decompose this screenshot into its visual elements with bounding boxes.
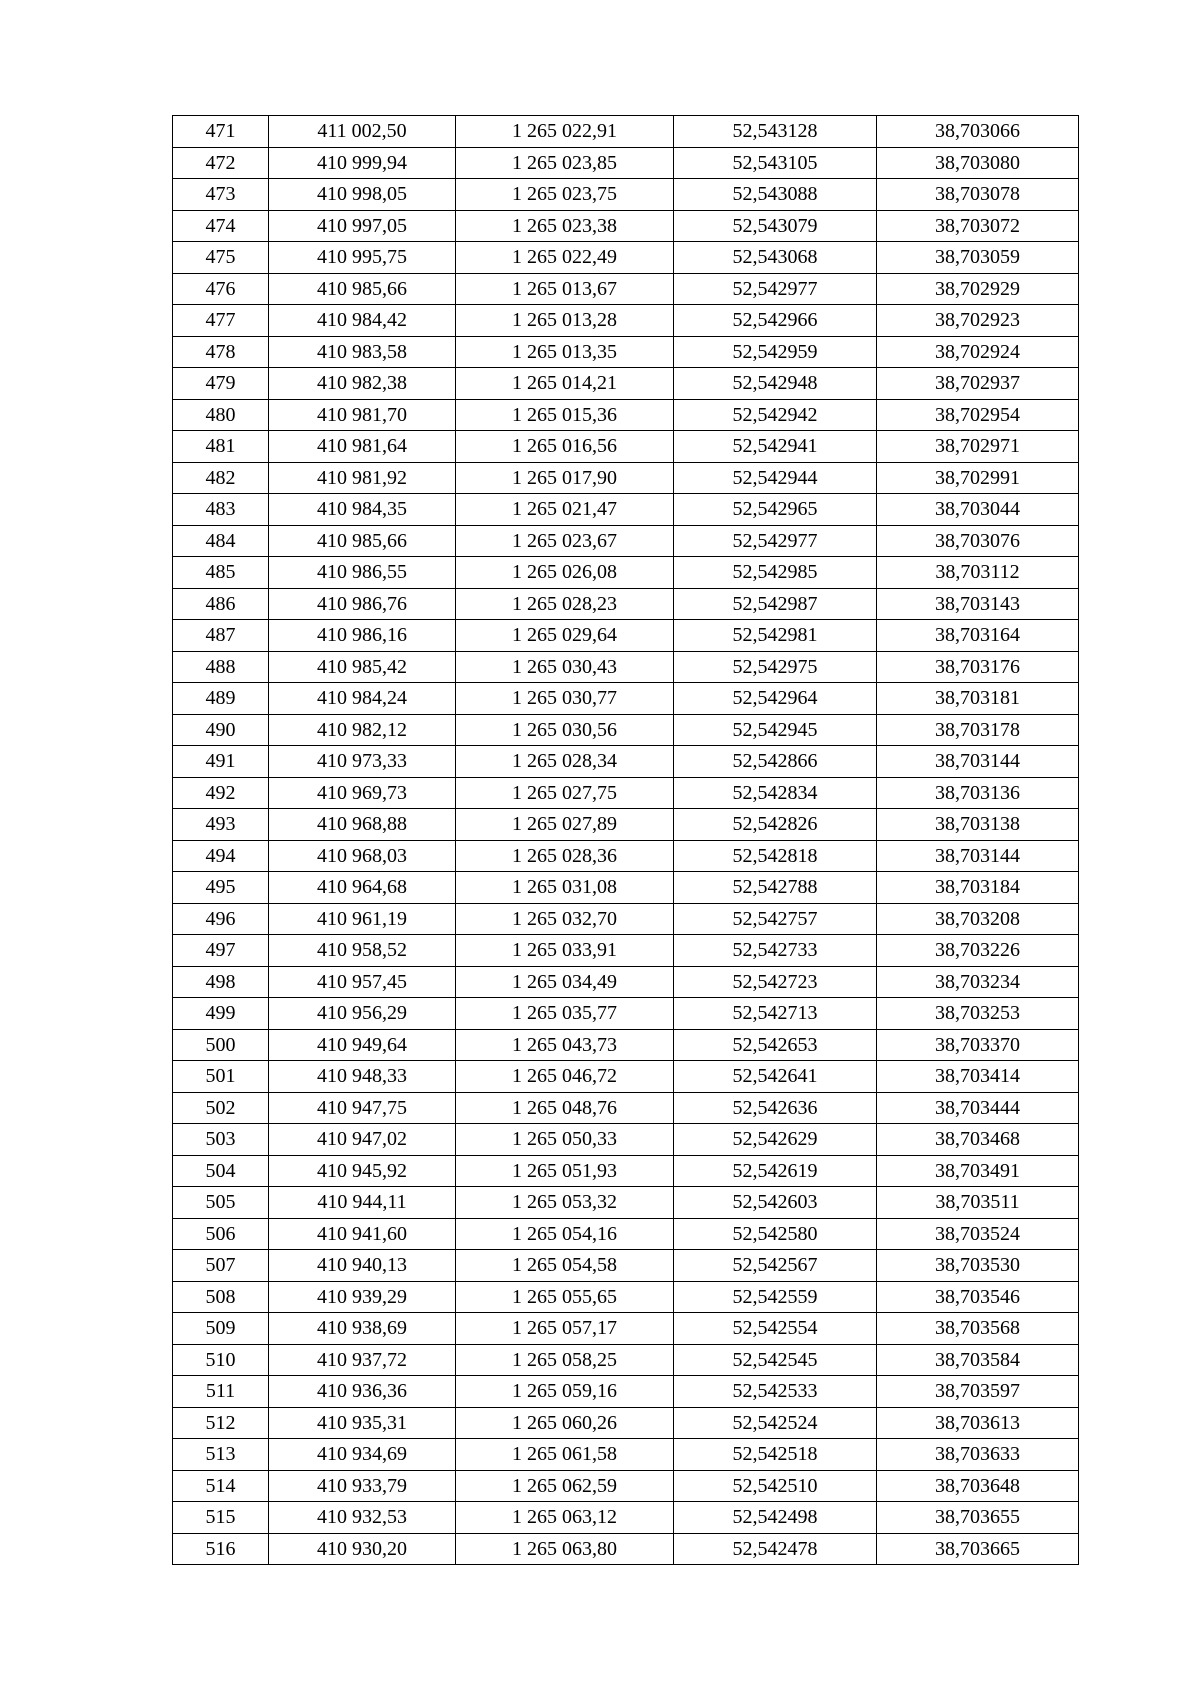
- table-row: [173, 903, 1079, 935]
- y-coordinate-cell: 1 265 034,49: [456, 966, 674, 998]
- x-coordinate-cell: 410 981,92: [269, 462, 456, 494]
- point-number-cell: 477: [173, 305, 269, 337]
- x-coordinate-cell: 410 956,29: [269, 998, 456, 1030]
- y-coordinate-cell: 1 265 029,64: [456, 620, 674, 652]
- latitude-cell: 52,542942: [674, 399, 877, 431]
- latitude-cell: 52,542944: [674, 462, 877, 494]
- table-row: [173, 1439, 1079, 1471]
- x-coordinate-cell: 410 945,92: [269, 1155, 456, 1187]
- longitude-cell: 38,703076: [877, 525, 1079, 557]
- y-coordinate-cell: 1 265 053,32: [456, 1187, 674, 1219]
- y-coordinate-cell: 1 265 046,72: [456, 1061, 674, 1093]
- latitude-cell: 52,542723: [674, 966, 877, 998]
- x-coordinate-cell: 410 937,72: [269, 1344, 456, 1376]
- x-coordinate-cell: 410 981,70: [269, 399, 456, 431]
- point-number-cell: 486: [173, 588, 269, 620]
- x-coordinate-cell: 410 984,24: [269, 683, 456, 715]
- table-row: [173, 557, 1079, 589]
- table-row: [173, 305, 1079, 337]
- latitude-cell: 52,542619: [674, 1155, 877, 1187]
- y-coordinate-cell: 1 265 043,73: [456, 1029, 674, 1061]
- longitude-cell: 38,703665: [877, 1533, 1079, 1565]
- y-coordinate-cell: 1 265 051,93: [456, 1155, 674, 1187]
- table-row: [173, 210, 1079, 242]
- point-number-cell: 483: [173, 494, 269, 526]
- point-number-cell: 478: [173, 336, 269, 368]
- y-coordinate-cell: 1 265 030,77: [456, 683, 674, 715]
- longitude-cell: 38,703178: [877, 714, 1079, 746]
- y-coordinate-cell: 1 265 016,56: [456, 431, 674, 463]
- table-row: [173, 935, 1079, 967]
- point-number-cell: 471: [173, 116, 269, 148]
- table-row: [173, 1029, 1079, 1061]
- x-coordinate-cell: 410 985,66: [269, 273, 456, 305]
- point-number-cell: 497: [173, 935, 269, 967]
- table-row: [173, 1187, 1079, 1219]
- point-number-cell: 496: [173, 903, 269, 935]
- latitude-cell: 52,542981: [674, 620, 877, 652]
- y-coordinate-cell: 1 265 030,43: [456, 651, 674, 683]
- latitude-cell: 52,542985: [674, 557, 877, 589]
- point-number-cell: 495: [173, 872, 269, 904]
- latitude-cell: 52,542948: [674, 368, 877, 400]
- latitude-cell: 52,542826: [674, 809, 877, 841]
- table-row: [173, 1281, 1079, 1313]
- longitude-cell: 38,703112: [877, 557, 1079, 589]
- x-coordinate-cell: 410 969,73: [269, 777, 456, 809]
- longitude-cell: 38,703138: [877, 809, 1079, 841]
- x-coordinate-cell: 410 982,38: [269, 368, 456, 400]
- table-row: [173, 273, 1079, 305]
- longitude-cell: 38,703234: [877, 966, 1079, 998]
- longitude-cell: 38,703597: [877, 1376, 1079, 1408]
- x-coordinate-cell: 410 940,13: [269, 1250, 456, 1282]
- point-number-cell: 476: [173, 273, 269, 305]
- point-number-cell: 482: [173, 462, 269, 494]
- point-number-cell: 512: [173, 1407, 269, 1439]
- y-coordinate-cell: 1 265 032,70: [456, 903, 674, 935]
- longitude-cell: 38,702923: [877, 305, 1079, 337]
- y-coordinate-cell: 1 265 027,89: [456, 809, 674, 841]
- y-coordinate-cell: 1 265 017,90: [456, 462, 674, 494]
- table-row: [173, 620, 1079, 652]
- x-coordinate-cell: 410 983,58: [269, 336, 456, 368]
- latitude-cell: 52,542524: [674, 1407, 877, 1439]
- latitude-cell: 52,542977: [674, 525, 877, 557]
- point-number-cell: 498: [173, 966, 269, 998]
- latitude-cell: 52,542559: [674, 1281, 877, 1313]
- x-coordinate-cell: 410 968,88: [269, 809, 456, 841]
- longitude-cell: 38,703414: [877, 1061, 1079, 1093]
- longitude-cell: 38,703066: [877, 116, 1079, 148]
- latitude-cell: 52,542636: [674, 1092, 877, 1124]
- point-number-cell: 491: [173, 746, 269, 778]
- x-coordinate-cell: 410 997,05: [269, 210, 456, 242]
- y-coordinate-cell: 1 265 028,34: [456, 746, 674, 778]
- table-row: [173, 872, 1079, 904]
- x-coordinate-cell: 410 985,66: [269, 525, 456, 557]
- point-number-cell: 499: [173, 998, 269, 1030]
- x-coordinate-cell: 410 936,36: [269, 1376, 456, 1408]
- x-coordinate-cell: 410 981,64: [269, 431, 456, 463]
- longitude-cell: 38,702991: [877, 462, 1079, 494]
- latitude-cell: 52,542941: [674, 431, 877, 463]
- longitude-cell: 38,703208: [877, 903, 1079, 935]
- table-row: [173, 1155, 1079, 1187]
- y-coordinate-cell: 1 265 023,85: [456, 147, 674, 179]
- point-number-cell: 506: [173, 1218, 269, 1250]
- point-number-cell: 502: [173, 1092, 269, 1124]
- point-number-cell: 484: [173, 525, 269, 557]
- point-number-cell: 507: [173, 1250, 269, 1282]
- table-row: [173, 462, 1079, 494]
- y-coordinate-cell: 1 265 058,25: [456, 1344, 674, 1376]
- latitude-cell: 52,542713: [674, 998, 877, 1030]
- x-coordinate-cell: 410 973,33: [269, 746, 456, 778]
- table-row: [173, 1533, 1079, 1565]
- point-number-cell: 489: [173, 683, 269, 715]
- longitude-cell: 38,703524: [877, 1218, 1079, 1250]
- x-coordinate-cell: 410 961,19: [269, 903, 456, 935]
- latitude-cell: 52,542834: [674, 777, 877, 809]
- y-coordinate-cell: 1 265 028,23: [456, 588, 674, 620]
- table-row: [173, 809, 1079, 841]
- y-coordinate-cell: 1 265 055,65: [456, 1281, 674, 1313]
- x-coordinate-cell: 410 982,12: [269, 714, 456, 746]
- y-coordinate-cell: 1 265 022,91: [456, 116, 674, 148]
- longitude-cell: 38,703144: [877, 840, 1079, 872]
- x-coordinate-cell: 410 957,45: [269, 966, 456, 998]
- table-row: [173, 399, 1079, 431]
- point-number-cell: 510: [173, 1344, 269, 1376]
- latitude-cell: 52,542518: [674, 1439, 877, 1471]
- x-coordinate-cell: 410 964,68: [269, 872, 456, 904]
- latitude-cell: 52,542866: [674, 746, 877, 778]
- table-row: [173, 1218, 1079, 1250]
- table-row: [173, 1313, 1079, 1345]
- point-number-cell: 492: [173, 777, 269, 809]
- longitude-cell: 38,703655: [877, 1502, 1079, 1534]
- x-coordinate-cell: 410 935,31: [269, 1407, 456, 1439]
- longitude-cell: 38,703530: [877, 1250, 1079, 1282]
- y-coordinate-cell: 1 265 054,16: [456, 1218, 674, 1250]
- table-row: [173, 651, 1079, 683]
- y-coordinate-cell: 1 265 059,16: [456, 1376, 674, 1408]
- latitude-cell: 52,542788: [674, 872, 877, 904]
- x-coordinate-cell: 411 002,50: [269, 116, 456, 148]
- point-number-cell: 503: [173, 1124, 269, 1156]
- y-coordinate-cell: 1 265 048,76: [456, 1092, 674, 1124]
- table-row: [173, 147, 1079, 179]
- latitude-cell: 52,542965: [674, 494, 877, 526]
- y-coordinate-cell: 1 265 022,49: [456, 242, 674, 274]
- latitude-cell: 52,542603: [674, 1187, 877, 1219]
- latitude-cell: 52,542629: [674, 1124, 877, 1156]
- table-row: [173, 116, 1079, 148]
- longitude-cell: 38,703253: [877, 998, 1079, 1030]
- point-number-cell: 487: [173, 620, 269, 652]
- longitude-cell: 38,702937: [877, 368, 1079, 400]
- latitude-cell: 52,542653: [674, 1029, 877, 1061]
- x-coordinate-cell: 410 968,03: [269, 840, 456, 872]
- y-coordinate-cell: 1 265 060,26: [456, 1407, 674, 1439]
- table-row: [173, 1061, 1079, 1093]
- x-coordinate-cell: 410 949,64: [269, 1029, 456, 1061]
- table-row: [173, 683, 1079, 715]
- point-number-cell: 508: [173, 1281, 269, 1313]
- point-number-cell: 481: [173, 431, 269, 463]
- y-coordinate-cell: 1 265 031,08: [456, 872, 674, 904]
- y-coordinate-cell: 1 265 023,75: [456, 179, 674, 211]
- table-row: [173, 1250, 1079, 1282]
- longitude-cell: 38,703584: [877, 1344, 1079, 1376]
- x-coordinate-cell: 410 939,29: [269, 1281, 456, 1313]
- table-row: [173, 966, 1079, 998]
- y-coordinate-cell: 1 265 023,38: [456, 210, 674, 242]
- longitude-cell: 38,703370: [877, 1029, 1079, 1061]
- table-row: [173, 431, 1079, 463]
- table-row: [173, 1407, 1079, 1439]
- point-number-cell: 473: [173, 179, 269, 211]
- point-number-cell: 504: [173, 1155, 269, 1187]
- latitude-cell: 52,542641: [674, 1061, 877, 1093]
- y-coordinate-cell: 1 265 063,12: [456, 1502, 674, 1534]
- longitude-cell: 38,703568: [877, 1313, 1079, 1345]
- longitude-cell: 38,703184: [877, 872, 1079, 904]
- x-coordinate-cell: 410 932,53: [269, 1502, 456, 1534]
- latitude-cell: 52,542545: [674, 1344, 877, 1376]
- x-coordinate-cell: 410 947,02: [269, 1124, 456, 1156]
- latitude-cell: 52,542533: [674, 1376, 877, 1408]
- longitude-cell: 38,703511: [877, 1187, 1079, 1219]
- table-row: [173, 746, 1079, 778]
- x-coordinate-cell: 410 933,79: [269, 1470, 456, 1502]
- x-coordinate-cell: 410 998,05: [269, 179, 456, 211]
- x-coordinate-cell: 410 985,42: [269, 651, 456, 683]
- y-coordinate-cell: 1 265 013,67: [456, 273, 674, 305]
- longitude-cell: 38,703633: [877, 1439, 1079, 1471]
- latitude-cell: 52,543079: [674, 210, 877, 242]
- table-row: [173, 494, 1079, 526]
- x-coordinate-cell: 410 999,94: [269, 147, 456, 179]
- x-coordinate-cell: 410 944,11: [269, 1187, 456, 1219]
- latitude-cell: 52,543105: [674, 147, 877, 179]
- y-coordinate-cell: 1 265 030,56: [456, 714, 674, 746]
- latitude-cell: 52,542977: [674, 273, 877, 305]
- table-row: [173, 1092, 1079, 1124]
- point-number-cell: 490: [173, 714, 269, 746]
- longitude-cell: 38,703648: [877, 1470, 1079, 1502]
- latitude-cell: 52,542498: [674, 1502, 877, 1534]
- latitude-cell: 52,542987: [674, 588, 877, 620]
- x-coordinate-cell: 410 984,35: [269, 494, 456, 526]
- x-coordinate-cell: 410 984,42: [269, 305, 456, 337]
- longitude-cell: 38,703444: [877, 1092, 1079, 1124]
- latitude-cell: 52,542478: [674, 1533, 877, 1565]
- table-row: [173, 368, 1079, 400]
- longitude-cell: 38,703144: [877, 746, 1079, 778]
- latitude-cell: 52,542757: [674, 903, 877, 935]
- x-coordinate-cell: 410 948,33: [269, 1061, 456, 1093]
- table-row: [173, 179, 1079, 211]
- latitude-cell: 52,542818: [674, 840, 877, 872]
- table-row: [173, 588, 1079, 620]
- y-coordinate-cell: 1 265 021,47: [456, 494, 674, 526]
- point-number-cell: 514: [173, 1470, 269, 1502]
- longitude-cell: 38,702971: [877, 431, 1079, 463]
- point-number-cell: 501: [173, 1061, 269, 1093]
- point-number-cell: 472: [173, 147, 269, 179]
- point-number-cell: 493: [173, 809, 269, 841]
- y-coordinate-cell: 1 265 054,58: [456, 1250, 674, 1282]
- point-number-cell: 505: [173, 1187, 269, 1219]
- latitude-cell: 52,542580: [674, 1218, 877, 1250]
- point-number-cell: 516: [173, 1533, 269, 1565]
- longitude-cell: 38,703226: [877, 935, 1079, 967]
- latitude-cell: 52,543128: [674, 116, 877, 148]
- x-coordinate-cell: 410 995,75: [269, 242, 456, 274]
- latitude-cell: 52,542567: [674, 1250, 877, 1282]
- longitude-cell: 38,702924: [877, 336, 1079, 368]
- y-coordinate-cell: 1 265 013,35: [456, 336, 674, 368]
- y-coordinate-cell: 1 265 013,28: [456, 305, 674, 337]
- point-number-cell: 475: [173, 242, 269, 274]
- table-row: [173, 525, 1079, 557]
- table-row: [173, 714, 1079, 746]
- table-row: [173, 242, 1079, 274]
- x-coordinate-cell: 410 986,16: [269, 620, 456, 652]
- x-coordinate-cell: 410 941,60: [269, 1218, 456, 1250]
- longitude-cell: 38,703080: [877, 147, 1079, 179]
- point-number-cell: 509: [173, 1313, 269, 1345]
- longitude-cell: 38,703613: [877, 1407, 1079, 1439]
- latitude-cell: 52,542966: [674, 305, 877, 337]
- x-coordinate-cell: 410 934,69: [269, 1439, 456, 1471]
- y-coordinate-cell: 1 265 033,91: [456, 935, 674, 967]
- point-number-cell: 513: [173, 1439, 269, 1471]
- longitude-cell: 38,703143: [877, 588, 1079, 620]
- latitude-cell: 52,542945: [674, 714, 877, 746]
- table-row: [173, 1124, 1079, 1156]
- point-number-cell: 500: [173, 1029, 269, 1061]
- latitude-cell: 52,542964: [674, 683, 877, 715]
- table-row: [173, 1376, 1079, 1408]
- point-number-cell: 479: [173, 368, 269, 400]
- y-coordinate-cell: 1 265 050,33: [456, 1124, 674, 1156]
- longitude-cell: 38,703491: [877, 1155, 1079, 1187]
- latitude-cell: 52,542975: [674, 651, 877, 683]
- table-row: [173, 1502, 1079, 1534]
- y-coordinate-cell: 1 265 023,67: [456, 525, 674, 557]
- y-coordinate-cell: 1 265 062,59: [456, 1470, 674, 1502]
- longitude-cell: 38,703072: [877, 210, 1079, 242]
- longitude-cell: 38,702929: [877, 273, 1079, 305]
- longitude-cell: 38,703059: [877, 242, 1079, 274]
- y-coordinate-cell: 1 265 026,08: [456, 557, 674, 589]
- longitude-cell: 38,703546: [877, 1281, 1079, 1313]
- y-coordinate-cell: 1 265 015,36: [456, 399, 674, 431]
- latitude-cell: 52,542510: [674, 1470, 877, 1502]
- point-number-cell: 480: [173, 399, 269, 431]
- latitude-cell: 52,543068: [674, 242, 877, 274]
- x-coordinate-cell: 410 930,20: [269, 1533, 456, 1565]
- point-number-cell: 494: [173, 840, 269, 872]
- coordinates-table-body: [173, 116, 1079, 1565]
- y-coordinate-cell: 1 265 014,21: [456, 368, 674, 400]
- point-number-cell: 488: [173, 651, 269, 683]
- longitude-cell: 38,703044: [877, 494, 1079, 526]
- y-coordinate-cell: 1 265 027,75: [456, 777, 674, 809]
- point-number-cell: 474: [173, 210, 269, 242]
- y-coordinate-cell: 1 265 057,17: [456, 1313, 674, 1345]
- table-row: [173, 840, 1079, 872]
- latitude-cell: 52,542733: [674, 935, 877, 967]
- x-coordinate-cell: 410 947,75: [269, 1092, 456, 1124]
- x-coordinate-cell: 410 986,76: [269, 588, 456, 620]
- longitude-cell: 38,703164: [877, 620, 1079, 652]
- latitude-cell: 52,543088: [674, 179, 877, 211]
- y-coordinate-cell: 1 265 035,77: [456, 998, 674, 1030]
- table-row: [173, 1470, 1079, 1502]
- longitude-cell: 38,703468: [877, 1124, 1079, 1156]
- longitude-cell: 38,703176: [877, 651, 1079, 683]
- y-coordinate-cell: 1 265 061,58: [456, 1439, 674, 1471]
- x-coordinate-cell: 410 958,52: [269, 935, 456, 967]
- table-row: [173, 998, 1079, 1030]
- point-number-cell: 515: [173, 1502, 269, 1534]
- table-row: [173, 777, 1079, 809]
- x-coordinate-cell: 410 938,69: [269, 1313, 456, 1345]
- table-row: [173, 1344, 1079, 1376]
- point-number-cell: 485: [173, 557, 269, 589]
- longitude-cell: 38,703136: [877, 777, 1079, 809]
- latitude-cell: 52,542554: [674, 1313, 877, 1345]
- x-coordinate-cell: 410 986,55: [269, 557, 456, 589]
- y-coordinate-cell: 1 265 028,36: [456, 840, 674, 872]
- point-number-cell: 511: [173, 1376, 269, 1408]
- longitude-cell: 38,703078: [877, 179, 1079, 211]
- coordinates-table: [172, 115, 1079, 1565]
- y-coordinate-cell: 1 265 063,80: [456, 1533, 674, 1565]
- table-row: [173, 336, 1079, 368]
- longitude-cell: 38,703181: [877, 683, 1079, 715]
- latitude-cell: 52,542959: [674, 336, 877, 368]
- longitude-cell: 38,702954: [877, 399, 1079, 431]
